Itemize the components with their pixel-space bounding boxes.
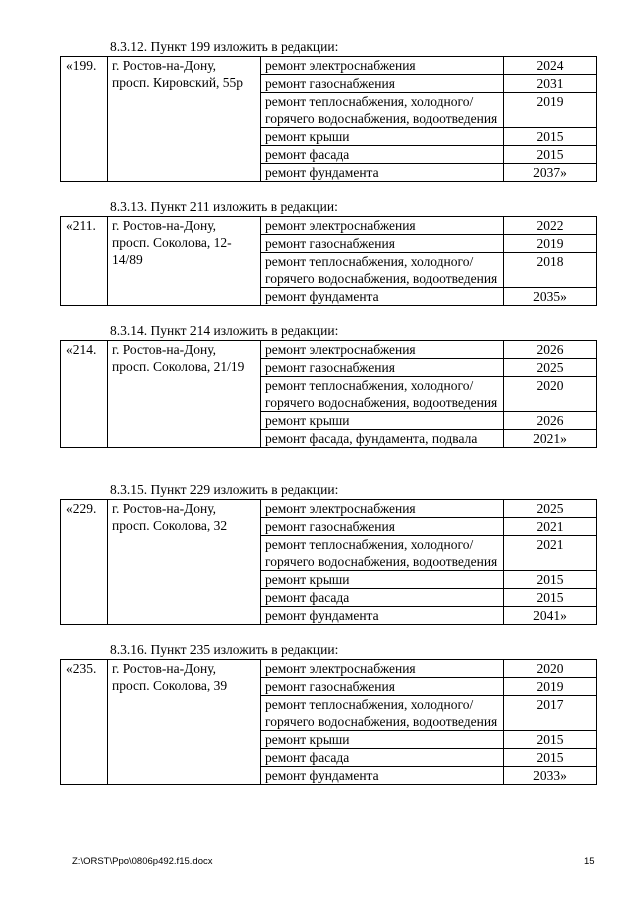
work-year: 2018 xyxy=(504,253,597,288)
work-type: ремонт теплоснабжения, холодного/горячего водоснабжения, водоотведения xyxy=(261,377,504,412)
section-heading: 8.3.16. Пункт 235 изложить в редакции: xyxy=(110,642,339,657)
work-year: 2015 xyxy=(504,749,597,767)
work-type: ремонт крыши xyxy=(261,412,504,430)
work-year: 2022 xyxy=(504,217,597,235)
work-type: ремонт фундамента xyxy=(261,164,504,182)
footer-page-number: 15 xyxy=(584,856,595,867)
work-year: 2021» xyxy=(504,430,597,448)
work-type: ремонт крыши xyxy=(261,128,504,146)
work-type: ремонт электроснабжения xyxy=(261,57,504,75)
work-year: 2026 xyxy=(504,412,597,430)
work-year: 2015 xyxy=(504,128,597,146)
work-type: ремонт фундамента xyxy=(261,767,504,785)
item-address: г. Ростов-на-Дону, просп. Соколова, 21/19 xyxy=(108,341,261,448)
item-number: «211. xyxy=(61,217,108,306)
work-type: ремонт фасада xyxy=(261,749,504,767)
work-year: 2015 xyxy=(504,589,597,607)
paragraph-table xyxy=(60,659,597,785)
work-year: 2015 xyxy=(504,571,597,589)
work-type: ремонт теплоснабжения, холодного/горячего водоснабжения, водоотведения xyxy=(261,93,504,128)
work-type: ремонт газоснабжения xyxy=(261,518,504,536)
work-type: ремонт теплоснабжения, холодного/горячего водоснабжения, водоотведения xyxy=(261,536,504,571)
paragraph-table xyxy=(60,56,597,182)
item-number: «199. xyxy=(61,57,108,182)
item-address: г. Ростов-на-Дону, просп. Кировский, 55р xyxy=(108,57,261,182)
work-year: 2021 xyxy=(504,518,597,536)
work-type: ремонт газоснабжения xyxy=(261,235,504,253)
work-year: 2019 xyxy=(504,235,597,253)
work-type: ремонт фасада xyxy=(261,589,504,607)
work-year: 2017 xyxy=(504,696,597,731)
work-year: 2015 xyxy=(504,146,597,164)
section-heading: 8.3.15. Пункт 229 изложить в редакции: xyxy=(110,482,339,497)
work-year: 2020 xyxy=(504,660,597,678)
work-type: ремонт фасада xyxy=(261,146,504,164)
work-year: 2033» xyxy=(504,767,597,785)
item-number: «214. xyxy=(61,341,108,448)
paragraph-table xyxy=(60,216,597,306)
work-type: ремонт газоснабжения xyxy=(261,678,504,696)
item-address: г. Ростов-на-Дону, просп. Соколова, 32 xyxy=(108,500,261,625)
work-type: ремонт электроснабжения xyxy=(261,341,504,359)
work-year: 2025 xyxy=(504,359,597,377)
work-year: 2035» xyxy=(504,288,597,306)
work-type: ремонт крыши xyxy=(261,571,504,589)
work-type: ремонт теплоснабжения, холодного/горячего водоснабжения, водоотведения xyxy=(261,696,504,731)
work-year: 2024 xyxy=(504,57,597,75)
work-type: ремонт фасада, фундамента, подвала xyxy=(261,430,504,448)
work-type: ремонт фундамента xyxy=(261,607,504,625)
paragraph-table xyxy=(60,340,597,448)
item-address: г. Ростов-на-Дону, просп. Соколова, 12-14/89 xyxy=(108,217,261,306)
item-number: «229. xyxy=(61,500,108,625)
work-type: ремонт крыши xyxy=(261,731,504,749)
work-type: ремонт электроснабжения xyxy=(261,500,504,518)
item-address: г. Ростов-на-Дону, просп. Соколова, 39 xyxy=(108,660,261,785)
footer-file-path: Z:\ORST\Ppo\0806p492.f15.docx xyxy=(72,856,213,867)
work-type: ремонт электроснабжения xyxy=(261,660,504,678)
work-year: 2025 xyxy=(504,500,597,518)
work-type: ремонт фундамента xyxy=(261,288,504,306)
work-year: 2019 xyxy=(504,93,597,128)
work-year: 2026 xyxy=(504,341,597,359)
section-heading: 8.3.14. Пункт 214 изложить в редакции: xyxy=(110,323,339,338)
work-year: 2015 xyxy=(504,731,597,749)
work-type: ремонт теплоснабжения, холодного/горячего водоснабжения, водоотведения xyxy=(261,253,504,288)
work-type: ремонт электроснабжения xyxy=(261,217,504,235)
work-year: 2021 xyxy=(504,536,597,571)
paragraph-table xyxy=(60,499,597,625)
work-year: 2020 xyxy=(504,377,597,412)
work-type: ремонт газоснабжения xyxy=(261,359,504,377)
work-year: 2041» xyxy=(504,607,597,625)
work-year: 2019 xyxy=(504,678,597,696)
item-number: «235. xyxy=(61,660,108,785)
work-year: 2031 xyxy=(504,75,597,93)
section-heading: 8.3.12. Пункт 199 изложить в редакции: xyxy=(110,39,339,54)
work-type: ремонт газоснабжения xyxy=(261,75,504,93)
section-heading: 8.3.13. Пункт 211 изложить в редакции: xyxy=(110,199,338,214)
work-year: 2037» xyxy=(504,164,597,182)
